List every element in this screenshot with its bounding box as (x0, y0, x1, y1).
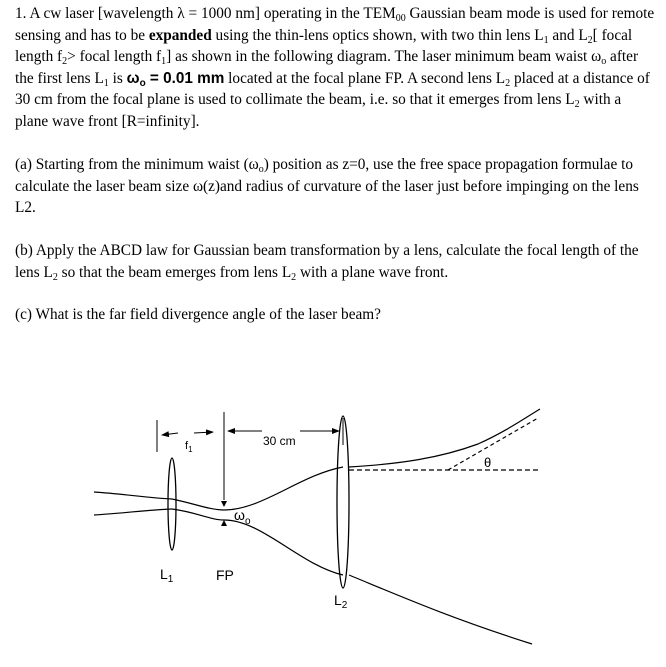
part-b: (b) Apply the ABCD law for Gaussian beam transformation by a lens, calculate the focal length of the lens $L_2$ so that the beam emerges from lens $L_2$ with a plane wave front. (15, 242, 639, 283)
focal-plane-label: FP (216, 567, 234, 583)
part-a: (a) Starting from the minimum waist $(\omega_o)$ position as z=0, use the free space propagation formulae to calculate the laser beam size ω(z)and radius of curvature of the laser just before impinging on the lens L2. (15, 156, 639, 216)
waist-arrow-up (221, 520, 227, 526)
divergence-asymptote (448, 418, 538, 470)
waist-arrow-down (221, 501, 227, 507)
f1-arrow-left (162, 433, 178, 435)
expanded-emphasis: expanded (148, 26, 212, 44)
problem-intro: 1. A cw laser [wavelength λ = 1000 nm] operating in the $TEM_{00}$ Gaussian beam mode is used for remote sensing and has to be expanded using the thin-lens optics shown, with two thin lens $L_1$ and $L_2$[ focal length $f_2>$ focal length $f_1$] as shown in the following diagram. The laser minimum beam waist $\omega_o$ after the first lens $L_1$ is $\omega_o = 0.01$ mm located at the focal plane FP. A second lens $L_2$ placed at a distance of 30 cm from the focal plane is used to collimate the beam, i.e. so that it emerges from lens $L_2$ with a plane wave front [R=infinity]. (15, 5, 655, 130)
beam-upper-mid (172, 467, 343, 510)
lens2-label: $L_2$ (334, 592, 348, 611)
waist-value: $\omega_o = 0.01$ mm (126, 69, 225, 89)
beam-upper-left (94, 492, 172, 499)
lens-l1 (168, 458, 176, 550)
beam-lower-mid (172, 509, 343, 575)
theta-label: θ (484, 455, 492, 470)
beam-upper-right (349, 409, 540, 467)
beam-lower-right (349, 575, 532, 644)
part-c: (c) What is the far field divergence angle of the laser beam? (15, 306, 381, 323)
beam-lower-left (94, 509, 172, 515)
waist-label: $\omega_o$ (234, 507, 251, 527)
f1-arrow-right (194, 432, 213, 433)
lens1-label: $L_1$ (160, 566, 174, 585)
distance-label: 30 cm (263, 434, 296, 448)
f1-label: $f_1$ (185, 440, 193, 454)
